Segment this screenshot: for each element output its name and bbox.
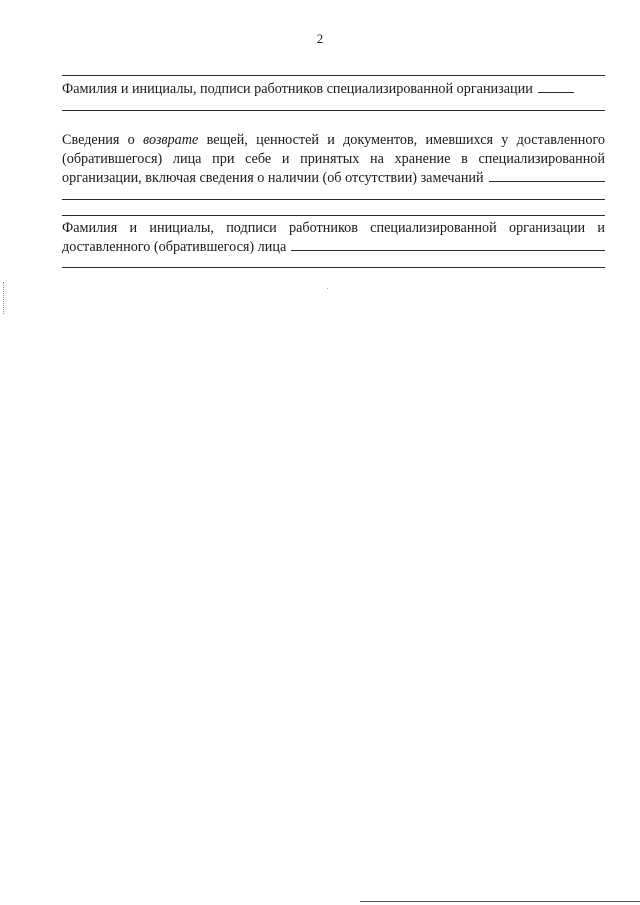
return-info-italic-word: возврате bbox=[143, 132, 199, 148]
signatures-line-1: Фамилия и инициалы, подписи работников специализированной организации и bbox=[62, 220, 605, 236]
blank-line-signatures bbox=[62, 110, 605, 111]
signatures-row-2 bbox=[62, 238, 605, 256]
signature-fill-short bbox=[538, 80, 574, 93]
signatures-fill bbox=[291, 238, 605, 251]
blank-line-top bbox=[62, 75, 605, 76]
blank-line-remarks-2 bbox=[62, 215, 605, 216]
return-info-row-3 bbox=[62, 169, 605, 187]
blank-line-remarks-1 bbox=[62, 199, 605, 200]
scan-margin-mark bbox=[3, 282, 4, 314]
signature-label-organization: Фамилия и инициалы, подписи работников специализированной организации bbox=[62, 81, 533, 97]
return-info-line-2: (обратившегося) лица при себе и принятых на хранение в специализированной bbox=[62, 151, 605, 167]
return-info-text-before: Сведения о bbox=[62, 132, 144, 148]
scan-speck bbox=[327, 288, 328, 289]
page-number: 2 bbox=[316, 31, 324, 46]
signature-row-organization bbox=[62, 80, 605, 98]
remarks-fill bbox=[489, 169, 605, 182]
return-info-text-after: вещей, ценностей и документов, имевшихся у доставленного bbox=[198, 132, 606, 148]
return-info-line-1 bbox=[62, 132, 605, 149]
scan-bottom-edge bbox=[360, 901, 640, 902]
blank-line-bottom bbox=[62, 267, 605, 268]
return-info-line-3: организации, включая сведения о наличии (об отсутствии) замечаний bbox=[62, 170, 484, 186]
signatures-line-2: доставленного (обратившегося) лица bbox=[62, 239, 287, 255]
